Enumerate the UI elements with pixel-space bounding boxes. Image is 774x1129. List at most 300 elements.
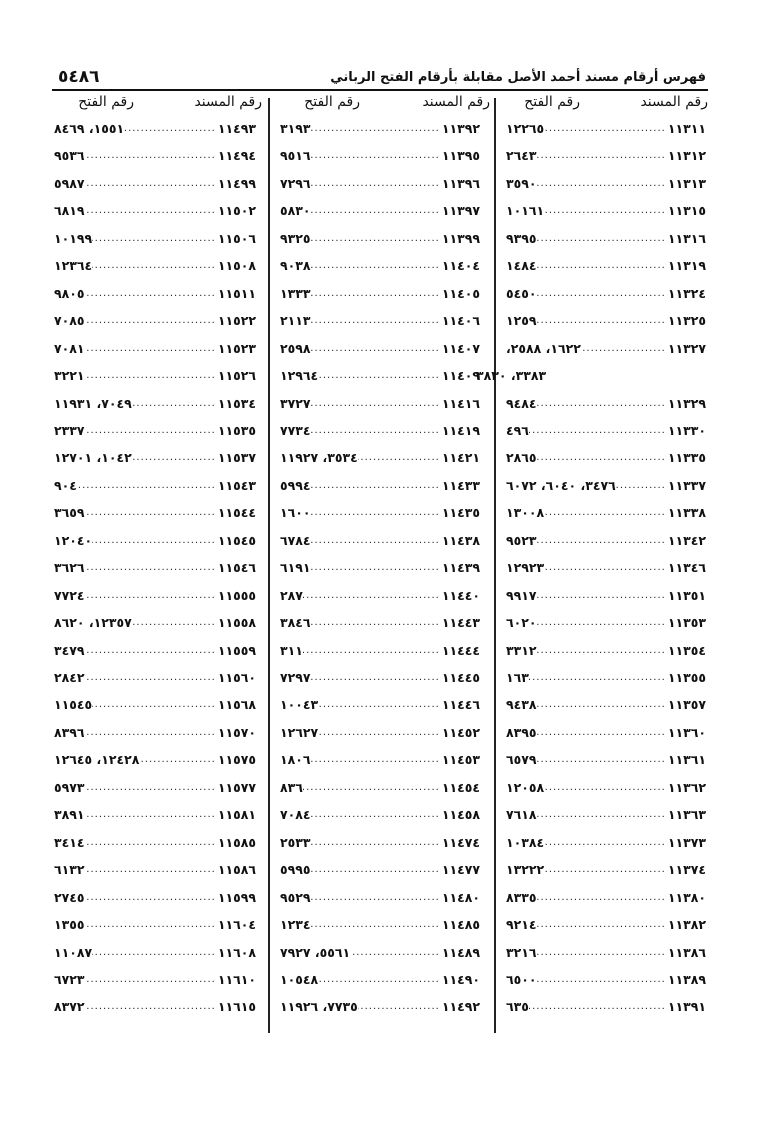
- leader-dots: [529, 425, 668, 436]
- leader-dots: [537, 590, 668, 601]
- fath-number: ١٨٠٦: [280, 751, 311, 767]
- musnad-number: ١١٣٦٠: [667, 724, 706, 740]
- musnad-number: ١١٤٥٨: [441, 806, 480, 822]
- musnad-number: ١١٥٤٣: [217, 477, 256, 493]
- table-row: [280, 942, 480, 962]
- musnad-number: ١١٤٣٥: [441, 504, 480, 520]
- table-row: [506, 420, 706, 440]
- musnad-number: ١١٥١١: [217, 285, 256, 301]
- leader-dots: [85, 507, 218, 518]
- leader-dots: [318, 699, 442, 710]
- leader-dots: [537, 452, 668, 463]
- fath-number: ٢٦٤٣: [506, 147, 537, 163]
- musnad-number: ١١٥٣٤: [217, 395, 256, 411]
- table-row: [280, 338, 480, 358]
- table-row: [54, 585, 256, 605]
- musnad-number: ١١٥٥٥: [217, 587, 256, 603]
- table-row: [280, 667, 480, 687]
- fath-number: ٢٥٩٨: [280, 340, 311, 356]
- musnad-number: ١١٥٦٨: [217, 696, 256, 712]
- table-row: [506, 118, 706, 138]
- table-row: [280, 118, 480, 138]
- musnad-number: ١١٣٢٥: [667, 312, 706, 328]
- musnad-number: ١١٣٧٣: [667, 834, 706, 850]
- musnad-number: ١١٣٦١: [667, 751, 706, 767]
- table-row: [506, 228, 706, 248]
- leader-dots: [85, 672, 218, 683]
- fath-number: ٢٣٣٧: [54, 422, 85, 438]
- leader-dots: [537, 699, 668, 710]
- leader-dots: [92, 947, 218, 958]
- table-row: [280, 145, 480, 165]
- fath-number: ٢٧٤٥: [54, 889, 85, 905]
- table-row: [506, 283, 706, 303]
- fath-number: ١٢٣٥٧، ٨٦٢٠: [54, 614, 132, 630]
- fath-number: ٣١٩٣: [280, 120, 311, 136]
- table-row: [506, 502, 706, 522]
- leader-dots: [350, 947, 442, 958]
- table-row: [54, 694, 256, 714]
- table-row: [506, 832, 706, 852]
- fath-number: ٦٥٧٩: [506, 751, 537, 767]
- table-row: [54, 969, 256, 989]
- fath-number: ٢٥٣٣: [280, 834, 311, 850]
- table-row: [506, 749, 706, 769]
- table-row: [280, 283, 480, 303]
- musnad-number: ١١٣٤٢: [667, 532, 706, 548]
- table-row: [506, 996, 706, 1016]
- table-row: [280, 585, 480, 605]
- fath-number: ١٢٠٥٨: [506, 779, 545, 795]
- leader-dots: [544, 507, 668, 518]
- musnad-number: ١١٣٥١: [667, 587, 706, 603]
- leader-dots: [537, 974, 668, 985]
- musnad-number: ١١٦٠٨: [217, 944, 256, 960]
- table-row: [280, 804, 480, 824]
- musnad-number: ١١٣٣٨: [667, 504, 706, 520]
- leader-dots: [92, 233, 218, 244]
- table-row: [280, 310, 480, 330]
- leader-dots: [139, 754, 217, 765]
- fath-number: ٥٩٨٧: [54, 175, 85, 191]
- fath-number: ٩٤٣٨: [506, 696, 537, 712]
- table-row: [280, 200, 480, 220]
- fath-number: ٩٨٠٥: [54, 285, 85, 301]
- table-row: [280, 914, 480, 934]
- musnad-number: ١١٣٨٠: [667, 889, 706, 905]
- leader-dots: [303, 590, 442, 601]
- musnad-number: ١١٣٧٤: [667, 861, 706, 877]
- leader-dots: [616, 480, 668, 491]
- fath-number: ٨٣٩٥: [506, 724, 537, 740]
- musnad-number: ١١٤٨٠: [441, 889, 480, 905]
- musnad-number: ١١٣٨٦: [667, 944, 706, 960]
- fath-number: ١٢٣٦٤: [54, 257, 93, 273]
- fath-number: ١٣٠٠٨: [506, 504, 545, 520]
- table-row: [54, 557, 256, 577]
- table-row: [280, 420, 480, 440]
- fath-number: ٣٥٣٤، ١١٩٢٧: [280, 449, 358, 465]
- table-row: [54, 283, 256, 303]
- leader-dots: [85, 864, 218, 875]
- fath-number: ١٦٢٢، ٢٥٨٨،: [506, 340, 581, 356]
- table-row: [280, 557, 480, 577]
- table-row: [280, 722, 480, 742]
- leader-dots: [529, 672, 668, 683]
- fath-number: ٧٠٤٩، ١١٩٣١: [54, 395, 132, 411]
- leader-dots: [311, 864, 442, 875]
- table-row: [506, 338, 706, 358]
- musnad-number: ١١٣٣٥: [667, 449, 706, 465]
- table-row: [506, 640, 706, 660]
- leader-dots: [537, 233, 668, 244]
- fath-number: ٥٤٥٠: [506, 285, 537, 301]
- table-row: [280, 447, 480, 467]
- musnad-number: ١١٤١٩: [441, 422, 480, 438]
- leader-dots: [85, 919, 218, 930]
- table-row: [54, 804, 256, 824]
- leader-dots: [537, 315, 668, 326]
- leader-dots: [311, 535, 442, 546]
- table-row: [506, 255, 706, 275]
- table-row: [54, 365, 256, 385]
- leader-dots: [85, 370, 218, 381]
- musnad-number: ١١٤٧٧: [441, 861, 480, 877]
- leader-dots: [124, 123, 218, 134]
- fath-number: ٧٧٢٤: [54, 587, 85, 603]
- table-row: [54, 832, 256, 852]
- fath-number: ٧٠٨٥: [54, 312, 85, 328]
- leader-dots: [85, 727, 218, 738]
- table-row: [54, 200, 256, 220]
- leader-dots: [311, 919, 442, 930]
- table-row: [506, 777, 706, 797]
- musnad-number: ١١٣٨٢: [667, 916, 706, 932]
- musnad-number: ١١٤١٦: [441, 395, 480, 411]
- musnad-number: ١١٣٥٤: [667, 642, 706, 658]
- table-row: [54, 502, 256, 522]
- fath-number: ٦٧٢٣: [54, 971, 85, 987]
- column-1-header-musnad: رقم المسند: [640, 94, 708, 110]
- table-row: [54, 612, 256, 632]
- leader-dots: [537, 892, 668, 903]
- leader-dots: [537, 919, 668, 930]
- fath-number: ٣٤٧٩: [54, 642, 85, 658]
- fath-number: ١٠٥٤٨: [280, 971, 319, 987]
- musnad-number: ١١٥٠٦: [217, 230, 256, 246]
- musnad-number: ١١٥٣٧: [217, 449, 256, 465]
- musnad-number: ١١٣٢٩: [667, 395, 706, 411]
- musnad-number: ١١٤٠٧: [441, 340, 480, 356]
- fath-number: ٥٩٧٣: [54, 779, 85, 795]
- table-row: [54, 475, 256, 495]
- table-row: [280, 749, 480, 769]
- musnad-number: ١١٣٣٠: [667, 422, 706, 438]
- table-row: [506, 667, 706, 687]
- musnad-number: ١١٥٤٦: [217, 559, 256, 575]
- table-row: [54, 393, 256, 413]
- table-row: [506, 859, 706, 879]
- table-row: [54, 173, 256, 193]
- leader-dots: [544, 205, 668, 216]
- table-row: [280, 832, 480, 852]
- musnad-number: ١١٥٢٦: [217, 367, 256, 383]
- leader-dots: [537, 727, 668, 738]
- leader-dots: [318, 727, 442, 738]
- fath-number: ٦٠٢٠: [506, 614, 537, 630]
- fath-number: ٥٥٦١، ٧٩٢٧: [280, 944, 351, 960]
- leader-dots: [529, 1001, 668, 1012]
- fath-number: ٣٦٥٩: [54, 504, 85, 520]
- musnad-number: ١١٥٩٩: [217, 889, 256, 905]
- table-row: [54, 447, 256, 467]
- leader-dots: [537, 150, 668, 161]
- musnad-number: ١١٤٤٤: [441, 642, 480, 658]
- table-row: [54, 338, 256, 358]
- leader-dots: [85, 645, 218, 656]
- table-row: [280, 365, 480, 385]
- leader-dots: [537, 535, 668, 546]
- musnad-number: ١١٤٨٩: [441, 944, 480, 960]
- fath-number: ١٣٥٥: [54, 916, 85, 932]
- table-row: [54, 255, 256, 275]
- fath-number: ٥٩٩٥: [280, 861, 311, 877]
- musnad-number: ١١٤٥٢: [441, 724, 480, 740]
- fath-number: ٦٥٠٠: [506, 971, 537, 987]
- fath-number: ٩٤٨٤: [506, 395, 537, 411]
- musnad-number: ١١٣٢٧: [667, 340, 706, 356]
- leader-dots: [311, 425, 442, 436]
- fath-number: ٧٧٣٥، ١١٩٢٦: [280, 998, 358, 1014]
- table-row: [506, 310, 706, 330]
- fath-number: ١٣٢٢٢: [506, 861, 545, 877]
- table-row: [506, 173, 706, 193]
- leader-dots: [85, 590, 218, 601]
- table-row: [506, 475, 706, 495]
- leader-dots: [311, 123, 442, 134]
- table-row: [54, 887, 256, 907]
- musnad-number: ١١٥٨١: [217, 806, 256, 822]
- leader-dots: [311, 315, 442, 326]
- musnad-number: ١١٤٩٤: [217, 147, 256, 163]
- fath-number: ٣٣٨٣، ٣٨٣٠: [476, 367, 547, 383]
- page-number: ٥٤٨٦: [58, 67, 100, 87]
- leader-dots: [311, 288, 442, 299]
- leader-dots: [85, 974, 218, 985]
- fath-number: ٣٨٤٦: [280, 614, 311, 630]
- leader-dots: [85, 425, 218, 436]
- musnad-number: ١١٣٥٧: [667, 696, 706, 712]
- musnad-number: ١١٣١٢: [667, 147, 706, 163]
- fath-number: ١٢٥٩: [506, 312, 537, 328]
- leader-dots: [311, 837, 442, 848]
- leader-dots: [311, 617, 442, 628]
- table-row: [280, 393, 480, 413]
- musnad-number: ١١٤٤٣: [441, 614, 480, 630]
- musnad-number: ١١٤٥٣: [441, 751, 480, 767]
- fath-number: ١٦٣: [506, 669, 529, 685]
- fath-number: ١٦٠٠: [280, 504, 311, 520]
- leader-dots: [537, 178, 668, 189]
- fath-number: ٩٣٩٥: [506, 230, 537, 246]
- leader-dots: [85, 782, 218, 793]
- column-headers: [52, 92, 708, 116]
- leader-dots: [85, 315, 218, 326]
- musnad-number: ١١٣٦٢: [667, 779, 706, 795]
- musnad-number: ١١٣٩١: [667, 998, 706, 1014]
- leader-dots: [85, 343, 218, 354]
- musnad-number: ١١٥٥٩: [217, 642, 256, 658]
- leader-dots: [537, 754, 668, 765]
- fath-number: ٥٨٣٠: [280, 202, 311, 218]
- fath-number: ١٢٩٦٤: [280, 367, 319, 383]
- fath-number: ٤٩٦: [506, 422, 529, 438]
- leader-dots: [311, 672, 442, 683]
- table-row: [54, 749, 256, 769]
- fath-number: ٥٩٩٤: [280, 477, 311, 493]
- musnad-number: ١١٥٤٤: [217, 504, 256, 520]
- running-title: فهرس أرقام مسند أحمد الأصل مقابلة بأرقام الفتح الرباني: [330, 69, 706, 85]
- musnad-number: ١١٣٤٦: [667, 559, 706, 575]
- leader-dots: [92, 260, 218, 271]
- index-table: [52, 118, 708, 1038]
- fath-number: ٧٠٨١: [54, 340, 85, 356]
- leader-dots: [537, 288, 668, 299]
- table-row: [506, 694, 706, 714]
- musnad-number: ١١٥٧٥: [217, 751, 256, 767]
- musnad-number: ١١٥٢٢: [217, 312, 256, 328]
- musnad-number: ١١٣٩٢: [441, 120, 480, 136]
- leader-dots: [544, 864, 668, 875]
- leader-dots: [85, 150, 218, 161]
- leader-dots: [311, 507, 442, 518]
- fath-number: ٧٢٩٧: [280, 669, 311, 685]
- leader-dots: [132, 398, 218, 409]
- leader-dots: [311, 233, 442, 244]
- leader-dots: [132, 452, 218, 463]
- table-row: [54, 667, 256, 687]
- table-row: [280, 612, 480, 632]
- table-row: [54, 914, 256, 934]
- fath-number: ٧٧٣٤: [280, 422, 311, 438]
- musnad-number: ١١٥٧٧: [217, 779, 256, 795]
- leader-dots: [537, 398, 668, 409]
- table-row: [54, 777, 256, 797]
- fath-number: ٣٦٢٦: [54, 559, 85, 575]
- leader-dots: [537, 947, 668, 958]
- musnad-number: ١١٤٣٨: [441, 532, 480, 548]
- table-row: [506, 447, 706, 467]
- musnad-number: ١١٣٦٣: [667, 806, 706, 822]
- musnad-number: ١١٣٨٩: [667, 971, 706, 987]
- table-row: [506, 585, 706, 605]
- musnad-number: ١١٦١٥: [217, 998, 256, 1014]
- table-row: [54, 722, 256, 742]
- leader-dots: [358, 1001, 442, 1012]
- leader-dots: [537, 617, 668, 628]
- leader-dots: [537, 260, 668, 271]
- fath-number: ١٢٩٢٣: [506, 559, 545, 575]
- table-row: [280, 173, 480, 193]
- table-row: [506, 530, 706, 550]
- leader-dots: [85, 288, 218, 299]
- table-row: [280, 694, 480, 714]
- table-row: [280, 255, 480, 275]
- fath-number: ١٥٥١، ٨٤٦٩: [54, 120, 125, 136]
- fath-number: ٧٦١٨: [506, 806, 537, 822]
- fath-number: ٩٠٣٨: [280, 257, 311, 273]
- table-row: [280, 640, 480, 660]
- musnad-number: ١١٤٤٠: [441, 587, 480, 603]
- fath-number: ٣٢١٦: [506, 944, 537, 960]
- table-row: [506, 612, 706, 632]
- fath-number: ٣٣١٢: [506, 642, 537, 658]
- leader-dots: [537, 645, 668, 656]
- fath-number: ٢٨٤٢: [54, 669, 85, 685]
- fath-number: ١٠١٩٩: [54, 230, 93, 246]
- fath-number: ٩٥٢٣: [506, 532, 537, 548]
- musnad-number: ١١٥٤٥: [217, 532, 256, 548]
- musnad-number: ١١٤٧٤: [441, 834, 480, 850]
- fath-number: ١٠٣٨٤: [506, 834, 545, 850]
- leader-dots: [132, 617, 218, 628]
- fath-number: ٢٨٧: [280, 587, 303, 603]
- fath-number: ١٢٢٦٥: [506, 120, 545, 136]
- leader-dots: [92, 535, 218, 546]
- fath-number: ٨٣٩٦: [54, 724, 85, 740]
- table-row: [506, 804, 706, 824]
- leader-dots: [311, 809, 442, 820]
- fath-number: ١٢٠٤٠: [54, 532, 93, 548]
- fath-number: ٣٤١٤: [54, 834, 85, 850]
- leader-dots: [544, 123, 668, 134]
- fath-number: ٣٨٩١: [54, 806, 85, 822]
- musnad-number: ١١٥٠٢: [217, 202, 256, 218]
- leader-dots: [85, 837, 218, 848]
- musnad-number: ١١٣١٥: [667, 202, 706, 218]
- musnad-number: ١١٣١١: [667, 120, 706, 136]
- musnad-number: ١١٤٤٦: [441, 696, 480, 712]
- musnad-number: ١١٤٤٥: [441, 669, 480, 685]
- fath-number: ٣٧٢٧: [280, 395, 311, 411]
- musnad-number: ١١٤٣٣: [441, 477, 480, 493]
- musnad-number: ١١٥٦٠: [217, 669, 256, 685]
- fath-number: ٣٤٧٦، ٦٠٤٠، ٦٠٧٢: [506, 477, 616, 493]
- musnad-number: ١١٤٣٩: [441, 559, 480, 575]
- musnad-number: ١١٣٥٣: [667, 614, 706, 630]
- leader-dots: [85, 892, 218, 903]
- table-row: [280, 859, 480, 879]
- musnad-number: ١١٣٥٥: [667, 669, 706, 685]
- fath-number: ١٢٣٤: [280, 916, 311, 932]
- musnad-number: ١١٥٣٥: [217, 422, 256, 438]
- column-1-header-fath: رقم الفتح: [524, 94, 580, 110]
- fath-number: ١١٥٤٥: [54, 696, 93, 712]
- fath-number: ٢٨٦٥: [506, 449, 537, 465]
- musnad-number: ١١٤٠٩: [441, 367, 480, 383]
- musnad-number: ١١٣٣٧: [667, 477, 706, 493]
- fath-number: ٣١١: [280, 642, 303, 658]
- fath-number: ٩٥٢٩: [280, 889, 311, 905]
- table-row: [506, 557, 706, 577]
- table-row: [54, 118, 256, 138]
- fath-number: ٦٧٨٤: [280, 532, 311, 548]
- table-row: [54, 145, 256, 165]
- leader-dots: [92, 699, 218, 710]
- leader-dots: [85, 562, 218, 573]
- leader-dots: [311, 178, 442, 189]
- musnad-number: ١١٤٩٣: [217, 120, 256, 136]
